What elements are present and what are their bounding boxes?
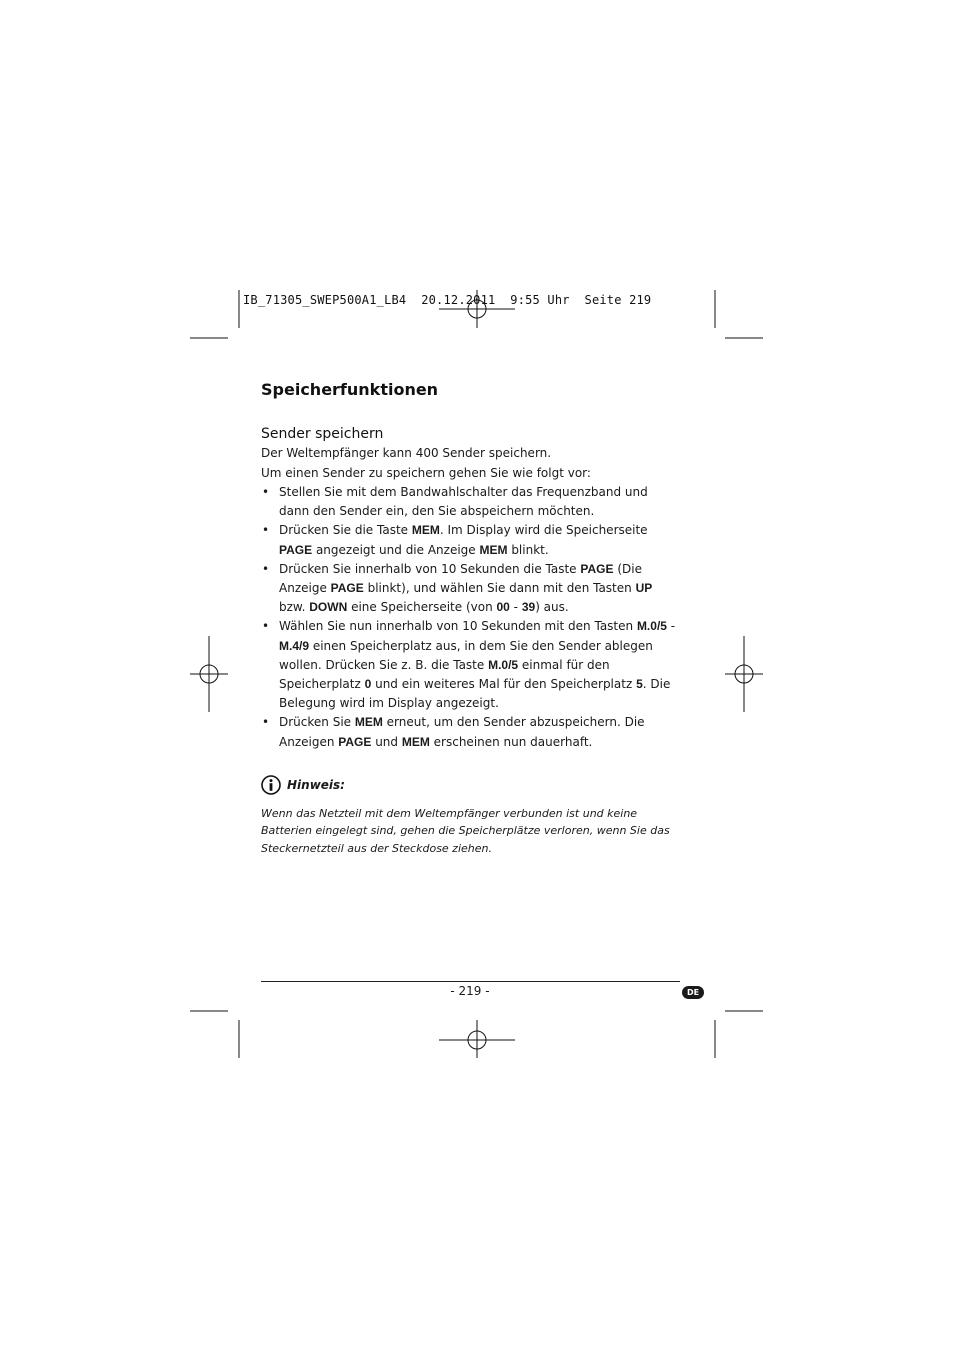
subsection-heading: Sender speichern bbox=[261, 426, 384, 442]
key-label: MEM bbox=[401, 734, 430, 749]
step-text: Drücken Sie die Taste bbox=[279, 523, 412, 538]
page-content bbox=[261, 380, 681, 857]
footer-rule bbox=[261, 981, 680, 982]
bullet-mark: • bbox=[262, 561, 270, 576]
note-title: Hinweis: bbox=[287, 777, 345, 792]
key-label: 00 bbox=[496, 600, 510, 615]
step-text: erneut, um den Sender abzuspeichern. Die Anzeigen bbox=[279, 715, 645, 749]
step-text: Stellen Sie mit dem Bandwahlschalter das Frequenzband und dann den Sender ein, den Sie abspeichern möchten. bbox=[279, 485, 648, 519]
key-label: MEM bbox=[411, 523, 440, 538]
step-text: . Im Display wird die Speicherseite bbox=[439, 523, 648, 538]
step-text: blinkt), und wählen Sie dann mit den Tasten bbox=[363, 581, 636, 596]
step-text: einen Speicherplatz aus, in dem Sie den Sender ablegen wollen. Drücken Sie z. B. die Taste bbox=[279, 638, 653, 672]
list-item bbox=[261, 713, 681, 751]
key-label: M.0/5 bbox=[636, 619, 667, 634]
list-item bbox=[261, 483, 681, 521]
instruction-list bbox=[261, 483, 681, 752]
intro-line-1: Der Weltempfänger kann 400 Sender speichern. bbox=[261, 446, 552, 460]
print-slug-line: IB_71305_SWEP500A1_LB4 20.12.2011 9:55 Uhr Seite 219 bbox=[243, 293, 652, 307]
info-icon bbox=[261, 775, 281, 795]
step-text: und ein weiteres Mal für den Speicherplatz bbox=[371, 677, 637, 692]
step-text: Drücken Sie innerhalb von 10 Sekunden die Taste bbox=[279, 561, 581, 576]
step-text: eine Speicherseite (von bbox=[347, 600, 497, 615]
intro-line-2: Um einen Sender zu speichern gehen Sie wie folgt vor: bbox=[261, 465, 591, 480]
note-header bbox=[261, 775, 681, 795]
key-label: PAGE bbox=[279, 542, 313, 557]
step-text: Drücken Sie bbox=[279, 715, 355, 730]
note-text: Wenn das Netzteil mit dem Weltempfänger verbunden ist und keine Batterien eingelegt sind, gehen die Speicherplätze verloren, wenn Sie das Steckernetzteil aus der Steckdose ziehen. bbox=[261, 806, 670, 855]
key-label: M.4/9 bbox=[279, 638, 310, 653]
list-item bbox=[261, 617, 681, 713]
step-text: angezeigt und die Anzeige bbox=[312, 542, 480, 557]
step-text: - bbox=[666, 619, 676, 634]
bullet-mark: • bbox=[262, 523, 270, 538]
key-label: UP bbox=[635, 581, 653, 596]
bullet-mark: • bbox=[262, 715, 270, 730]
key-label: 5 bbox=[636, 677, 643, 692]
bullet-mark: • bbox=[262, 485, 270, 499]
step-text: Wählen Sie nun innerhalb von 10 Sekunden mit den Tasten bbox=[279, 619, 637, 634]
language-badge: DE bbox=[682, 986, 704, 999]
step-text: und bbox=[371, 734, 402, 749]
key-label: 39 bbox=[521, 600, 536, 615]
key-label: PAGE bbox=[338, 734, 372, 749]
list-item bbox=[261, 521, 681, 559]
section-heading: Speicherfunktionen bbox=[261, 380, 439, 399]
key-label: PAGE bbox=[580, 561, 614, 576]
step-text: erscheinen nun dauerhaft. bbox=[429, 734, 593, 749]
step-text: - bbox=[509, 600, 522, 615]
key-label: M.0/5 bbox=[488, 657, 519, 672]
list-item bbox=[261, 560, 681, 618]
step-text: ) aus. bbox=[535, 600, 569, 615]
step-text: einmal für den Speicherplatz bbox=[279, 657, 610, 692]
key-label: MEM bbox=[354, 715, 383, 730]
page-number: - 219 - bbox=[450, 984, 490, 998]
intro-paragraph bbox=[261, 444, 681, 483]
step-text: . Die Belegung wird im Display angezeigt. bbox=[279, 677, 671, 711]
key-label: PAGE bbox=[330, 581, 364, 596]
key-label: MEM bbox=[479, 542, 508, 557]
step-text: blinkt. bbox=[507, 542, 549, 557]
step-text: (Die Anzeige bbox=[279, 561, 642, 596]
step-text: bzw. bbox=[279, 600, 310, 615]
key-label: DOWN bbox=[309, 600, 348, 615]
key-label: 0 bbox=[364, 677, 372, 692]
bullet-mark: • bbox=[262, 619, 270, 634]
